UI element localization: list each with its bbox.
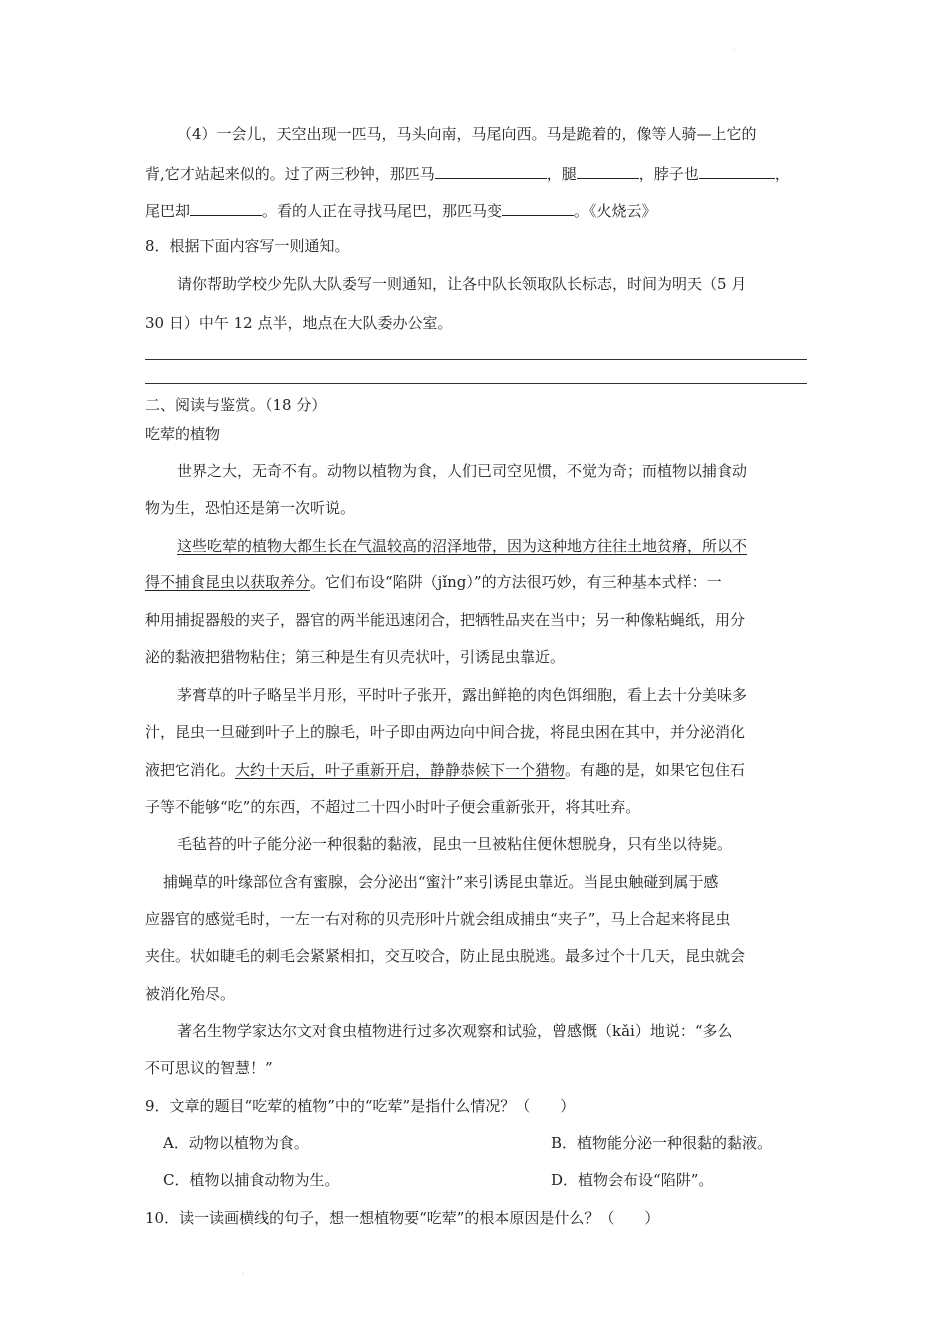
- q7-4-text: 尾巴却: [145, 202, 191, 220]
- article-text: 液把它消化。: [145, 761, 236, 779]
- article-p6-line-2: 不可思议的智慧！”: [145, 1059, 273, 1077]
- article-p5-line-4: 被消化殆尽。: [145, 985, 236, 1003]
- article-p2-line-2: [145, 572, 807, 592]
- q9-option-d[interactable]: D．植物会布设“陷阱”。: [551, 1171, 714, 1189]
- answer-blank[interactable]: [502, 199, 574, 216]
- article-p6-line-1: 著名生物学家达尔文对食虫植物进行过多次观察和试验，曾感慨（kǎi）地说：“多么: [177, 1022, 733, 1040]
- article-p5-line-1: 捕蝇草的叶缘部位含有蜜腺，会分泌出“蜜汁”来引诱昆虫靠近。当昆虫触碰到属于感: [163, 873, 719, 891]
- article-p1-line-1: 世界之大，无奇不有。动物以植物为食，人们已司空见惯，不觉为奇；而植物以捕食动: [177, 462, 748, 480]
- article-p5-line-3: 夹住。状如睫毛的刺毛会紧紧相扣，交互咬合，防止昆虫脱逃。最多过个十几天，昆虫就会: [145, 947, 746, 965]
- answer-blank[interactable]: [699, 162, 775, 179]
- q7-4-line-2: [145, 162, 807, 182]
- answer-blank[interactable]: [190, 199, 262, 216]
- q8-line-2: 30 日）中午 12 点半，地点在大队委办公室。: [145, 314, 453, 332]
- article-text: 。有趣的是，如果它包住石: [565, 761, 746, 779]
- q7-4-line-3: [145, 199, 807, 219]
- article-p1-line-2: 物为生，恐怕还是第一次听说。: [145, 499, 356, 517]
- article-text: 。它们布设“陷阱（jǐng）”的方法很巧妙，有三种基本式样：一: [310, 573, 722, 591]
- answer-blank[interactable]: [577, 162, 639, 179]
- q9-option-b[interactable]: B．植物能分泌一种很黏的黏液。: [551, 1134, 773, 1152]
- q9-option-a[interactable]: A．动物以植物为食。: [163, 1134, 309, 1152]
- q9-stem: 9．文章的题目“吃荤的植物”中的“吃荤”是指什么情况？（ ）: [145, 1097, 576, 1115]
- underlined-sentence: 这些吃荤的植物大都生长在气温较高的沼泽地带，因为这种地方往往土地贫瘠，所以不: [177, 537, 748, 555]
- q7-4-text: 。《火烧云》: [574, 202, 657, 220]
- article-p4-line-1: 毛毡苔的叶子能分泌一种很黏的黏液，昆虫一旦被粘住便休想脱身，只有坐以待毙。: [177, 835, 733, 853]
- q9-option-c[interactable]: C．植物以捕食动物为生。: [163, 1171, 340, 1189]
- article-p3-line-2: 汁，昆虫一旦碰到叶子上的腺毛，叶子即由两边向中间合拢，将昆虫困在其中，并分泌消化: [145, 723, 746, 741]
- q7-4-text: ，: [774, 165, 790, 183]
- q7-4-text: 。看的人正在寻找马尾巴，那匹马变: [262, 202, 503, 220]
- answer-line[interactable]: [145, 383, 807, 384]
- article-p2-line-3: 种用捕捉器般的夹子，器官的两半能迅速闭合，把牺牲品夹在当中；另一种像粘蝇纸，用分: [145, 611, 746, 629]
- article-p2-line-4: 泌的黏液把猎物粘住；第三种是生有贝壳状叶，引诱昆虫靠近。: [145, 648, 566, 666]
- section-heading: 二、阅读与鉴赏。（18 分）: [145, 396, 327, 414]
- q7-4-text: ，脖子也: [638, 165, 699, 183]
- q8-title: 8．根据下面内容写一则通知。: [145, 237, 350, 255]
- article-p2-line-1: [177, 536, 807, 556]
- article-p3-line-1: 茅膏草的叶子略呈半月形，平时叶子张开，露出鲜艳的肉色饵细胞，看上去十分美味多: [177, 686, 748, 704]
- q7-4-line-1: （4）一会儿，天空出现一匹马，马头向南，马尾向西。马是跪着的，像等人骑—上它的: [177, 125, 757, 143]
- answer-blank[interactable]: [435, 162, 547, 179]
- q10-stem: 10．读一读画横线的句子，想一想植物要“吃荤”的根本原因是什么？（ ）: [145, 1209, 660, 1227]
- article-p3-line-4: 子等不能够“吃”的东西，不超过二十四小时叶子便会重新张开，将其吐弃。: [145, 798, 641, 816]
- q8-line-1: 请你帮助学校少先队大队委写一则通知，让各中队长领取队长标志，时间为明天（5 月: [177, 275, 747, 293]
- article-p3-line-3: [145, 760, 807, 780]
- q7-4-text: ，腿: [546, 165, 577, 183]
- answer-line[interactable]: [145, 359, 807, 360]
- underlined-sentence: 得不捕食昆虫以获取养分: [145, 573, 311, 591]
- q7-4-text: 背,它才站起来似的。过了两三秒钟，那匹马: [145, 165, 435, 183]
- scan-mark-top: .: [733, 45, 735, 52]
- article-p5-line-2: 应器官的感觉毛时，一左一右对称的贝壳形叶片就会组成捕虫“夹子”，马上合起来将昆虫: [145, 910, 731, 928]
- article-title: 吃荤的植物: [145, 425, 221, 443]
- underlined-sentence: 大约十天后，叶子重新开启，静静恭候下一个猎物: [235, 761, 566, 779]
- scan-mark-bottom: .: [242, 1269, 244, 1276]
